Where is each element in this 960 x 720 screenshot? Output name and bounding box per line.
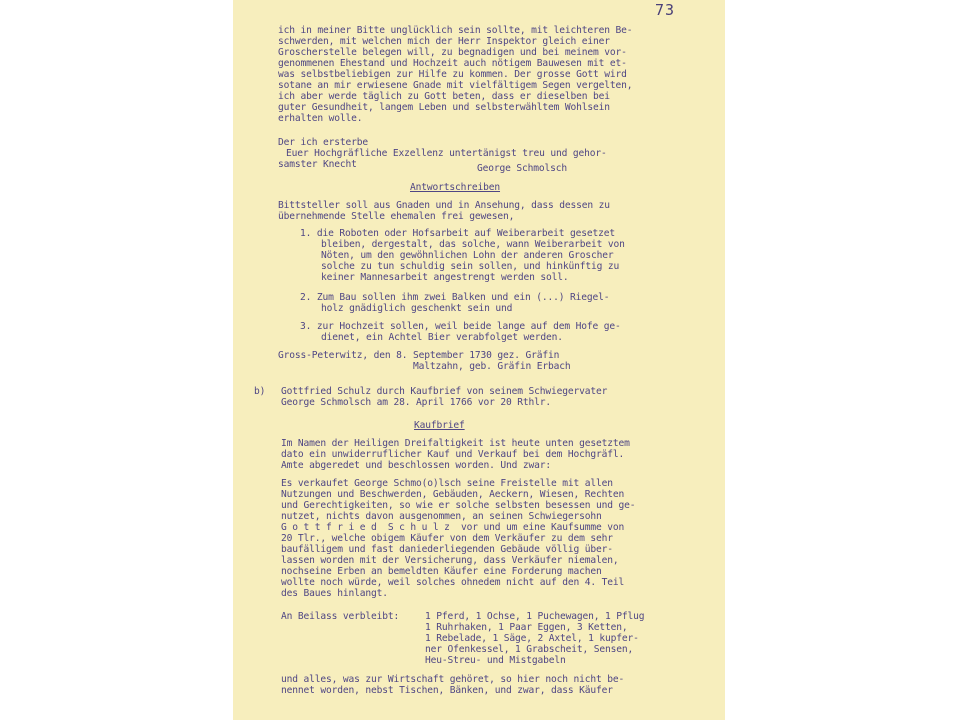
text-line: Der ich ersterbe [278,137,369,148]
text-line: Maltzahn, geb. Gräfin Erbach [413,361,571,372]
text-line: schwerden, mit welchen mich der Herr Inspektor gleich einer [278,36,610,47]
text-line: bleiben, dergestalt, das solche, wann Weiberarbeit von [321,239,625,250]
text-line: Bittsteller soll aus Gnaden und in Ansehung, dass dessen zu [278,200,610,211]
document-page [233,0,725,720]
text-line: übernehmende Stelle ehemalen frei gewesen, [278,211,515,222]
section-heading: Kaufbrief [414,420,465,431]
text-line: 1 Ruhrhaken, 1 Paar Eggen, 3 Ketten, [425,622,628,633]
text-line: George Schmolsch am 28. April 1766 vor 20 Rthlr. [281,397,552,408]
text-line: George Schmolsch [477,163,568,174]
text-line: guter Gesundheit, langem Leben und selbsterwähltem Wohlsein [278,102,610,113]
text-line: wollte noch würde, weil solches ohnedem nicht auf den 4. Teil [281,577,625,588]
text-line: Groscherstelle belegen will, zu begnadigen und bei meinem vor- [278,47,627,58]
text-line: Euer Hochgräfliche Exzellenz untertänigst treu und gehor- [286,148,607,159]
text-line: baufälligem und fast daniederliegenden Gebäude völlig über- [281,544,613,555]
text-line: samster Knecht [278,159,357,170]
page-number: 73 [655,1,676,19]
text-line: Im Namen der Heiligen Dreifaltigkeit ist heute unten gesetztem [281,438,630,449]
text-line: Nutzungen und Beschwerden, Gebäuden, Aeckern, Wiesen, Rechten [281,489,625,500]
text-line: nennet worden, nebst Tischen, Bänken, und zwar, dass Käufer [281,685,613,696]
text-line: 1 Rebelade, 1 Säge, 2 Axtel, 1 kupfer- [425,633,639,644]
text-line: 1. die Roboten oder Hofsarbeit auf Weiberarbeit gesetzet [300,228,616,239]
text-line: Heu-Streu- und Mistgabeln [425,655,566,666]
section-heading: Antwortschreiben [410,182,501,193]
text-line: dato ein unwiderruflicher Kauf und Verkauf bei dem Hochgräfl. [281,449,625,460]
text-line: Gottfried Schulz durch Kaufbrief von seinem Schwiegervater [281,386,608,397]
text-line: ich aber werde täglich zu Gott beten, dass er dieselben bei [278,91,610,102]
text-line: An Beilass verbleibt: [281,611,400,622]
text-line: und Gerechtigkeiten, so wie er solche selbsten besessen und ge- [281,500,636,511]
text-line: ner Ofenkessel, 1 Grabscheit, Sensen, [425,644,634,655]
text-line: 1 Pferd, 1 Ochse, 1 Puchewagen, 1 Pflug [425,611,645,622]
text-line: nutzet, nichts davon ausgenommen, an seinen Schwiegersohn [281,511,602,522]
text-line: und alles, was zur Wirtschaft gehöret, so hier noch nicht be- [281,674,625,685]
text-line: ich in meiner Bitte unglücklich sein sollte, mit leichteren Be- [278,25,633,36]
text-line: solche zu tun schuldig sein sollen, und hinkünftig zu [321,261,620,272]
text-line: Es verkaufet George Schmo(o)lsch seine Freistelle mit allen [281,478,613,489]
text-line: 2. Zum Bau sollen ihm zwei Balken und ein (...) Riegel- [300,292,610,303]
text-line: sotane an mir erwiesene Gnade mit vielfältigem Segen vergelten, [278,80,633,91]
text-line: Nöten, um den gewöhnlichen Lohn der anderen Groscher [321,250,614,261]
text-line: des Baues hinlangt. [281,588,388,599]
text-line: Gross-Peterwitz, den 8. September 1730 gez. Gräfin [278,350,560,361]
text-line: G o t t f r i e d S c h u l z vor und um eine Kaufsumme von [281,522,625,533]
text-line: lassen worden mit der Versicherung, dass Verkäufer niemalen, [281,555,619,566]
text-line: 3. zur Hochzeit sollen, weil beide lange auf dem Hofe ge- [300,321,621,332]
text-line: genommenen Ehestand und Hochzeit auch nötigem Bauwesen mit et- [278,58,627,69]
text-line: b) [254,386,266,397]
text-line: nochseine Erben an bemeldten Käufer eine Forderung machen [281,566,602,577]
text-line: 20 Tlr., welche obigem Käufer von dem Verkäufer zu dem sehr [281,533,613,544]
text-line: dienet, ein Achtel Bier verabfolget werden. [321,332,563,343]
text-line: keiner Mannesarbeit angestrengt werden soll. [321,272,569,283]
text-line: erhalten wolle. [278,113,363,124]
text-line: Amte abgeredet und beschlossen worden. Und zwar: [281,460,552,471]
text-line: was selbstbeliebigen zur Hilfe zu kommen. Der grosse Gott wird [278,69,627,80]
text-line: holz gnädiglich geschenkt sein und [321,303,513,314]
